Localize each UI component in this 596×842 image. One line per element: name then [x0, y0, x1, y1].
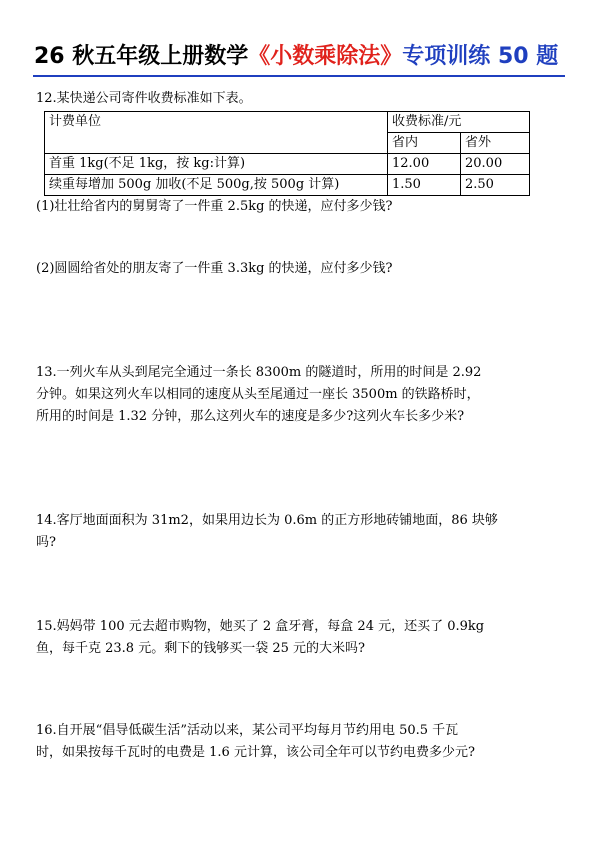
row-label: 首重 1kg(不足 1kg，按 kg:计算) [45, 154, 388, 175]
col-out-header: 省外 [461, 133, 530, 154]
header-topic: 《小数乘除法》 [248, 44, 403, 69]
table-row [45, 154, 530, 175]
q12-sub1: (1)壮壮给省内的舅舅寄了一件重 2.5kg 的快递，应付多少钱? [36, 199, 393, 214]
col-in-header: 省内 [388, 133, 461, 154]
header-subtitle: 专项训练 50 题 [402, 44, 559, 69]
row-in-value: 1.50 [388, 175, 461, 196]
page-header [34, 40, 564, 74]
q12-stem: 12.某快递公司寄件收费标准如下表。 [36, 91, 252, 106]
q16-line2: 时，如果按每千瓦时的电费是 1.6 元计算，该公司全年可以节约电费多少元? [36, 745, 475, 760]
col-fee-header: 收费标准/元 [388, 112, 530, 133]
row-label: 续重每增加 500g 加收(不足 500g,按 500g 计算) [45, 175, 388, 196]
q13-line1: 13.一列火车从头到尾完全通过一条长 8300m 的隧道时，所用的时间是 2.92 [36, 365, 482, 380]
q16-line1: 16.自开展“倡导低碳生活”活动以来，某公司平均每月节约用电 50.5 千瓦 [36, 723, 459, 738]
q14-line1: 14.客厅地面面积为 31m2，如果用边长为 0.6m 的正方形地砖铺地面，86 块够 [36, 513, 498, 528]
q15-line2: 鱼，每千克 23.8 元。剩下的钱够买一袋 25 元的大米吗? [36, 641, 365, 656]
q15-line1: 15.妈妈带 100 元去超市购物，她买了 2 盒牙膏，每盒 24 元，还买了 0.9kg [36, 619, 485, 634]
header-underline [33, 75, 565, 77]
q13-line3: 所用的时间是 1.32 分钟，那么这列火车的速度是多少?这列火车长多少米? [36, 409, 465, 424]
table-header-row [45, 112, 530, 133]
row-out-value: 20.00 [461, 154, 530, 175]
row-in-value: 12.00 [388, 154, 461, 175]
table-row [45, 175, 530, 196]
col-unit-header: 计费单位 [45, 112, 388, 154]
fee-table [44, 111, 530, 196]
row-out-value: 2.50 [461, 175, 530, 196]
q14-line2: 吗? [36, 535, 56, 550]
q13-line2: 分钟。如果这列火车以相同的速度从头至尾通过一座长 3500m 的铁路桥时， [36, 387, 480, 402]
q12-sub2: (2)圆圆给省处的朋友寄了一件重 3.3kg 的快递，应付多少钱? [36, 261, 393, 276]
header-grade-title: 26 秋五年级上册数学 [34, 44, 249, 69]
